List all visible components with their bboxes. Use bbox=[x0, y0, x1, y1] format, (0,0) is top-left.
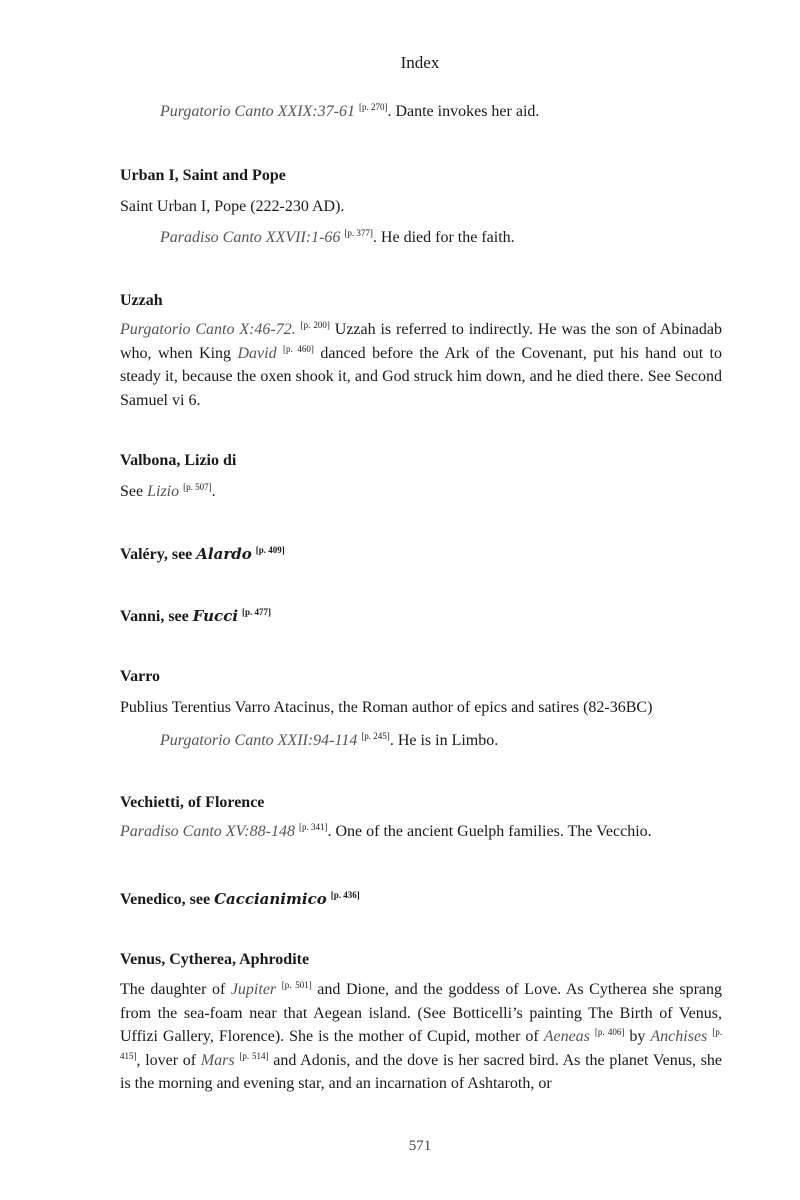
canto-link[interactable]: Purgatorio Canto XXIX:37-61 bbox=[160, 103, 355, 120]
entry-heading: Urban I, Saint and Pope bbox=[120, 167, 286, 184]
page-ref: [p. 415] bbox=[120, 1027, 723, 1061]
page-ref: [p. 436] bbox=[330, 890, 360, 900]
page-ref: [p. 341] bbox=[298, 822, 328, 832]
page-ref: [p. 270] bbox=[358, 102, 388, 112]
entry-text: . Dante invokes her aid. bbox=[387, 103, 540, 120]
entry-heading: Venus, Cytherea, Aphrodite bbox=[120, 951, 310, 968]
entry-text: . He died for the faith. bbox=[372, 229, 515, 246]
canto-link[interactable]: Paradiso Canto XXVII:1-66 bbox=[160, 229, 341, 246]
entry-text: . One of the ancient Guelph families. The Vecchio. bbox=[327, 823, 652, 840]
page-ref: [p. 501] bbox=[281, 980, 312, 990]
cross-ref-link[interactable]: Jupiter bbox=[230, 981, 277, 998]
page-ref: [p. 507] bbox=[183, 482, 212, 492]
cross-ref-link[interactable]: Mars bbox=[200, 1051, 235, 1069]
canto-link[interactable]: Purgatorio Canto XXII:94-114 bbox=[160, 732, 358, 749]
canto-link[interactable]: Paradiso Canto XV:88-148 bbox=[120, 823, 295, 840]
page-ref: [p. 377] bbox=[344, 228, 373, 238]
canto-reference bbox=[120, 820, 652, 844]
cross-ref-link[interactable]: Aeneas bbox=[543, 1028, 590, 1045]
cross-ref-link[interactable]: David bbox=[237, 344, 277, 362]
entry-heading: Uzzah bbox=[120, 292, 163, 309]
canto-reference bbox=[160, 729, 498, 753]
entry-heading: Valéry, see Alardo [p. 409] bbox=[120, 545, 285, 563]
entry-text: . He is in Limbo. bbox=[389, 732, 499, 749]
page-ref: [p. 514] bbox=[239, 1050, 269, 1061]
cross-ref-link[interactable]: Alardo bbox=[196, 545, 252, 563]
entry-heading: Valbona, Lizio di bbox=[120, 452, 237, 469]
cross-ref-link[interactable]: Fucci bbox=[192, 607, 239, 625]
page-ref: [p. 477] bbox=[242, 607, 272, 617]
entry-body: Purgatorio Canto X:46-72. [p. 200] Uzzah is referred to indirectly. He was the son of Abinadab who, when King David [p. 460] danced before the Ark of the Covenant, put his hand out to steady it, because the oxen shook it, and God struck him down, and he died there. See Second Samuel vi 6. bbox=[120, 320, 723, 409]
page-ref: [p. 460] bbox=[283, 343, 314, 354]
entry-body: The daughter of Jupiter [p. 501] and Dione, and the goddess of Love. As Cytherea she sprang from the sea-foam near that Aegean island. (See Botticelli’s painting The Birth of Venus, Uffizi Gallery, Florence). She is the mother of Cupid, mother of Aeneas [p. 406] by Anchises [p. 415], lover of Mars [p. 514] and Adonis, and the dove is her sacred bird. As the planet Venus, she is the morning and evening star, and an incarnation of Ashtaroth, or bbox=[120, 980, 723, 1092]
canto-reference bbox=[160, 226, 515, 250]
entry-heading: Venedico, see Caccianimico [p. 436] bbox=[120, 890, 360, 908]
page-ref: [p. 200] bbox=[300, 320, 330, 330]
cross-ref-link[interactable]: Anchises bbox=[650, 1028, 708, 1045]
entry-description: See Lizio [p. 507]. bbox=[120, 482, 216, 500]
continued-entry bbox=[160, 100, 539, 124]
entry-description: Saint Urban I, Pope (222-230 AD). bbox=[120, 198, 345, 215]
entry-heading: Vanni, see Fucci [p. 477] bbox=[120, 607, 272, 625]
page-number: 571 bbox=[408, 1138, 432, 1154]
page-ref: [p. 406] bbox=[594, 1027, 625, 1037]
entry-heading: Varro bbox=[120, 668, 160, 685]
running-header: Index bbox=[400, 53, 440, 72]
entry-description: Publius Terentius Varro Atacinus, the Roman author of epics and satires (82-36BC) bbox=[120, 699, 653, 716]
cross-ref-link[interactable]: Lizio bbox=[147, 483, 180, 500]
page-ref: [p. 245] bbox=[361, 731, 390, 741]
cross-ref-link[interactable]: Caccianimico bbox=[214, 890, 327, 908]
entry-heading: Vechietti, of Florence bbox=[120, 794, 265, 811]
page-ref: [p. 409] bbox=[255, 545, 285, 555]
canto-link[interactable]: Purgatorio Canto X:46-72. bbox=[120, 321, 296, 338]
